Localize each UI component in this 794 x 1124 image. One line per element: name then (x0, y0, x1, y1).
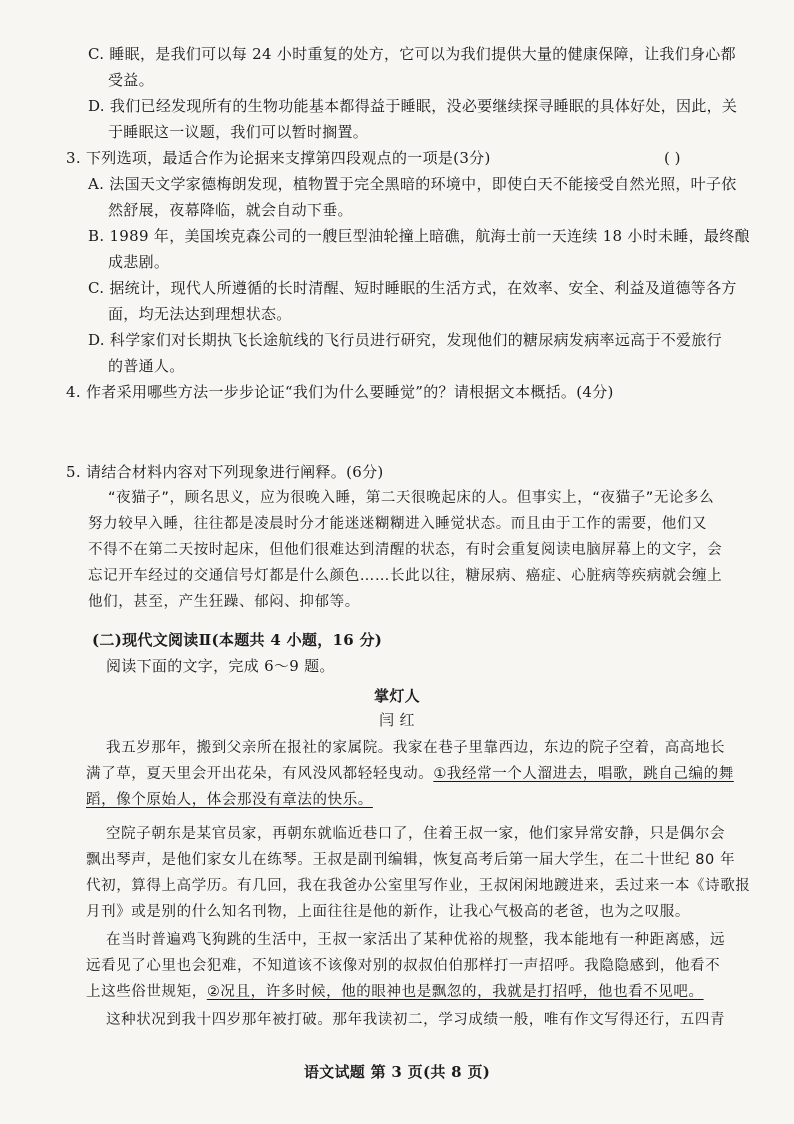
underlined-sentence-1-cont: 蹈，像个原始人，体会那没有章法的快乐。 (86, 792, 373, 808)
q2-option-d-line2: 于睡眠这一议题，我们可以暂时搁置。 (108, 123, 369, 141)
underlined-sentence-1: ①我经常一个人溜进去，唱歌，跳自己编的舞 (433, 766, 734, 782)
underlined-sentence-2: ②况且，许多时候，他的眼神也是飘忽的，我就是打招呼，他也看不见吧。 (206, 984, 704, 1000)
q5-material-line5: 他们，甚至，产生狂躁、郁闷、抑郁等。 (88, 594, 360, 610)
passage-p1-line1: 我五岁那年，搬到父亲所在报社的家属院。我家在巷子里靠西边，东边的院子空着，高高地长 (106, 740, 726, 756)
q5-stem: 5. 请结合材料内容对下列现象进行阐释。(6分) (66, 463, 384, 481)
passage-p1-line2-plain: 满了草，夏天里会开出花朵，有风没风都轻轻曳动。 (86, 766, 434, 782)
passage-p2-line3: 代初，算得上高学历。有几回，我在我爸办公室里写作业，王叔闲闲地踱进来，丢过来一本《诗歌报 (86, 878, 751, 894)
passage-p3-line3 (86, 982, 704, 1002)
q3-option-c-line2: 面，均无法达到理想状态。 (108, 305, 292, 323)
q3-option-a-line1: A. 法国天文学家德梅朗发现，植物置于完全黑暗的环境中，即使白天不能接受自然光照，叶子依 (88, 175, 737, 193)
q3-option-b-line1: B. 1989 年，美国埃克森公司的一艘巨型油轮撞上暗礁，航海士前一天连续 18 小时未睡，最终酿 (88, 227, 750, 245)
section-heading: (二)现代文阅读Ⅱ(本题共 4 小题，16 分) (92, 631, 383, 649)
q3-option-c-line1: C. 据统计，现代人所遵循的长时清醒、短时睡眠的生活方式，在效率、安全、利益及道德等各方 (88, 279, 737, 297)
passage-p1-line2 (86, 764, 734, 784)
q5-material-line4: 忘记开车经过的交通信号灯都是什么颜色……长此以往，糖尿病、癌症、心脏病等疾病就会缠上 (88, 568, 723, 584)
passage-p3-line3-plain: 上这些俗世规矩， (86, 984, 207, 1000)
q4-stem: 4. 作者采用哪些方法一步步论证“我们为什么要睡觉”的？请根据文本概括。(4分) (66, 383, 614, 401)
passage-author: 闫 红 (379, 711, 415, 729)
q3-option-d-line1: D. 科学家们对长期执飞长途航线的飞行员进行研究，发现他们的糖尿病发病率远高于不爱旅行 (88, 331, 722, 349)
q3-answer-bracket: ( ) (664, 149, 681, 167)
passage-p2-line2: 飘出琴声，是他们家女儿在练琴。王叔是副刊编辑，恢复高考后第一届大学生，在二十世纪 80 年 (86, 852, 736, 868)
q2-option-c-line1: C. 睡眠，是我们可以每 24 小时重复的处方，它可以为我们提供大量的健康保障，让我们身心都 (88, 45, 736, 63)
page-footer: 语文试题 第 3 页(共 8 页) (303, 1063, 491, 1081)
q3-option-a-line2: 然舒展，夜幕降临，就会自动下垂。 (108, 201, 353, 219)
passage-p3-line2: 远看见了心里也会犯难，不知道该不该像对别的叔叔伯伯那样打一声招呼。我隐隐感到，他看不 (86, 958, 721, 974)
q5-material-line3: 不得不在第二天按时起床，但他们很难达到清醒的状态，有时会重复阅读电脑屏幕上的文字，会 (88, 542, 723, 558)
passage-p2-line4: 月刊》或是别的什么知名刊物，上面往往是他的新作，让我心气极高的老爸，也为之叹服。 (86, 904, 690, 920)
section-instruction: 阅读下面的文字，完成 6～9 题。 (106, 657, 335, 675)
passage-p3-line1: 在当时普遍鸡飞狗跳的生活中，王叔一家活出了某种优裕的规整，我本能地有一种距离感，远 (106, 932, 726, 948)
q3-option-d-line2: 的普通人。 (108, 357, 185, 375)
passage-p4-line1: 这种状况到我十四岁那年被打破。那年我读初二，学习成绩一般，唯有作文写得还行，五四青 (106, 1012, 726, 1028)
passage-title: 掌灯人 (374, 687, 420, 705)
passage-p2-line1: 空院子朝东是某官员家，再朝东就临近巷口了，住着王叔一家，他们家异常安静，只是偶尔会 (106, 826, 726, 842)
q3-option-b-line2: 成悲剧。 (108, 253, 170, 271)
q5-material-line1: “夜猫子”，顾名思义，应为很晚入睡，第二天很晚起床的人。但事实上，“夜猫子”无论多么 (108, 490, 715, 506)
q3-stem: 3. 下列选项，最适合作为论据来支撑第四段观点的一项是(3分) (66, 149, 491, 167)
q2-option-d-line1: D. 我们已经发现所有的生物功能基本都得益于睡眠，没必要继续探寻睡眠的具体好处，因此，关 (88, 97, 738, 115)
q5-material-line2: 努力较早入睡，往往都是凌晨时分才能迷迷糊糊进入睡觉状态。而且由于工作的需要，他们又 (88, 516, 708, 532)
q2-option-c-line2: 受益。 (108, 71, 154, 89)
